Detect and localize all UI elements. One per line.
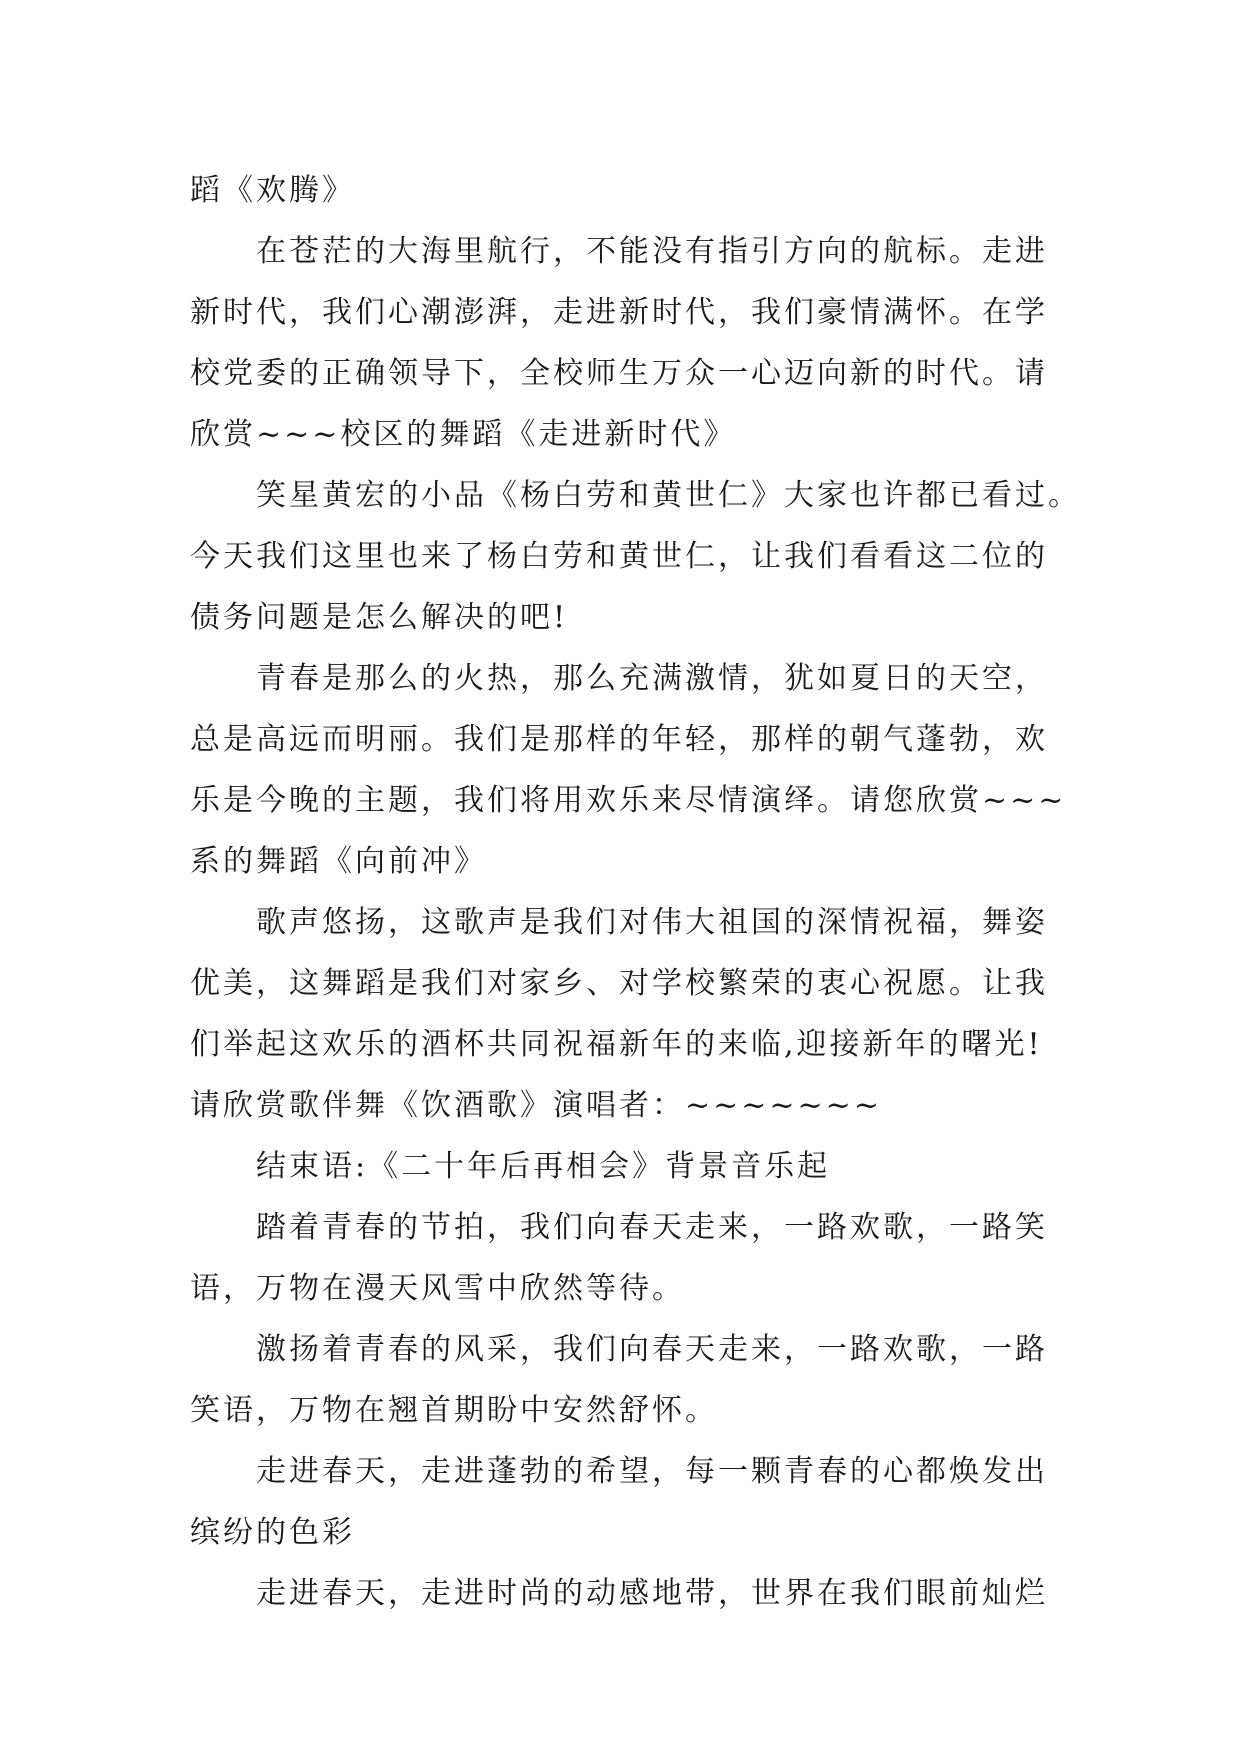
- text-line: 校党委的正确领导下，全校师生万众一心迈向新的时代。请: [190, 356, 1048, 391]
- text-line: 债务问题是怎么解决的吧!: [190, 600, 569, 635]
- text-line: 激扬着青春的风采，我们向春天走来，一路欢歌，一路: [256, 1332, 1048, 1367]
- text-line: 缤纷的色彩: [190, 1515, 355, 1550]
- text-line: 系的舞蹈《向前冲》: [190, 844, 487, 879]
- text-line: 结束语:《二十年后再相会》背景音乐起: [256, 1149, 831, 1184]
- text-line: 今天我们这里也来了杨白劳和黄世仁，让我们看看这二位的: [190, 539, 1048, 574]
- text-line: 青春是那么的火热，那么充满激情，犹如夏日的天空，: [256, 661, 1048, 696]
- text-line: 在苍茫的大海里航行，不能没有指引方向的航标。走进: [256, 234, 1048, 269]
- text-line: 踏着青春的节拍，我们向春天走来，一路欢歌，一路笑: [256, 1210, 1048, 1245]
- text-line: 语，万物在漫天风雪中欣然等待。: [190, 1271, 685, 1306]
- text-line: 笑语，万物在翘首期盼中安然舒怀。: [190, 1393, 718, 1428]
- text-line: 优美，这舞蹈是我们对家乡、对学校繁荣的衷心祝愿。让我: [190, 966, 1048, 1001]
- text-line: 笑星黄宏的小品《杨白劳和黄世仁》大家也许都已看过。: [256, 478, 1081, 513]
- text-line: 乐是今晚的主题，我们将用欢乐来尽情演绎。请您欣赏~~~: [190, 783, 1067, 818]
- text-line: 歌声悠扬，这歌声是我们对伟大祖国的深情祝福，舞姿: [256, 905, 1048, 940]
- text-line: 走进春天，走进蓬勃的希望，每一颗青春的心都焕发出: [256, 1454, 1048, 1489]
- text-line: 总是高远而明丽。我们是那样的年轻，那样的朝气蓬勃，欢: [190, 722, 1048, 757]
- text-line: 请欣赏歌伴舞《饮酒歌》演唱者：~~~~~~~: [190, 1088, 882, 1123]
- text-line: 走进春天，走进时尚的动感地带，世界在我们眼前灿烂: [256, 1576, 1048, 1611]
- text-line: 欣赏~~~校区的舞蹈《走进新时代》: [190, 417, 737, 452]
- text-line: 蹈《欢腾》: [190, 173, 355, 208]
- text-line: 们举起这欢乐的酒杯共同祝福新年的来临,迎接新年的曙光!: [190, 1027, 1043, 1062]
- document-body: [190, 160, 1081, 1624]
- text-line: 新时代，我们心潮澎湃，走进新时代，我们豪情满怀。在学: [190, 295, 1048, 330]
